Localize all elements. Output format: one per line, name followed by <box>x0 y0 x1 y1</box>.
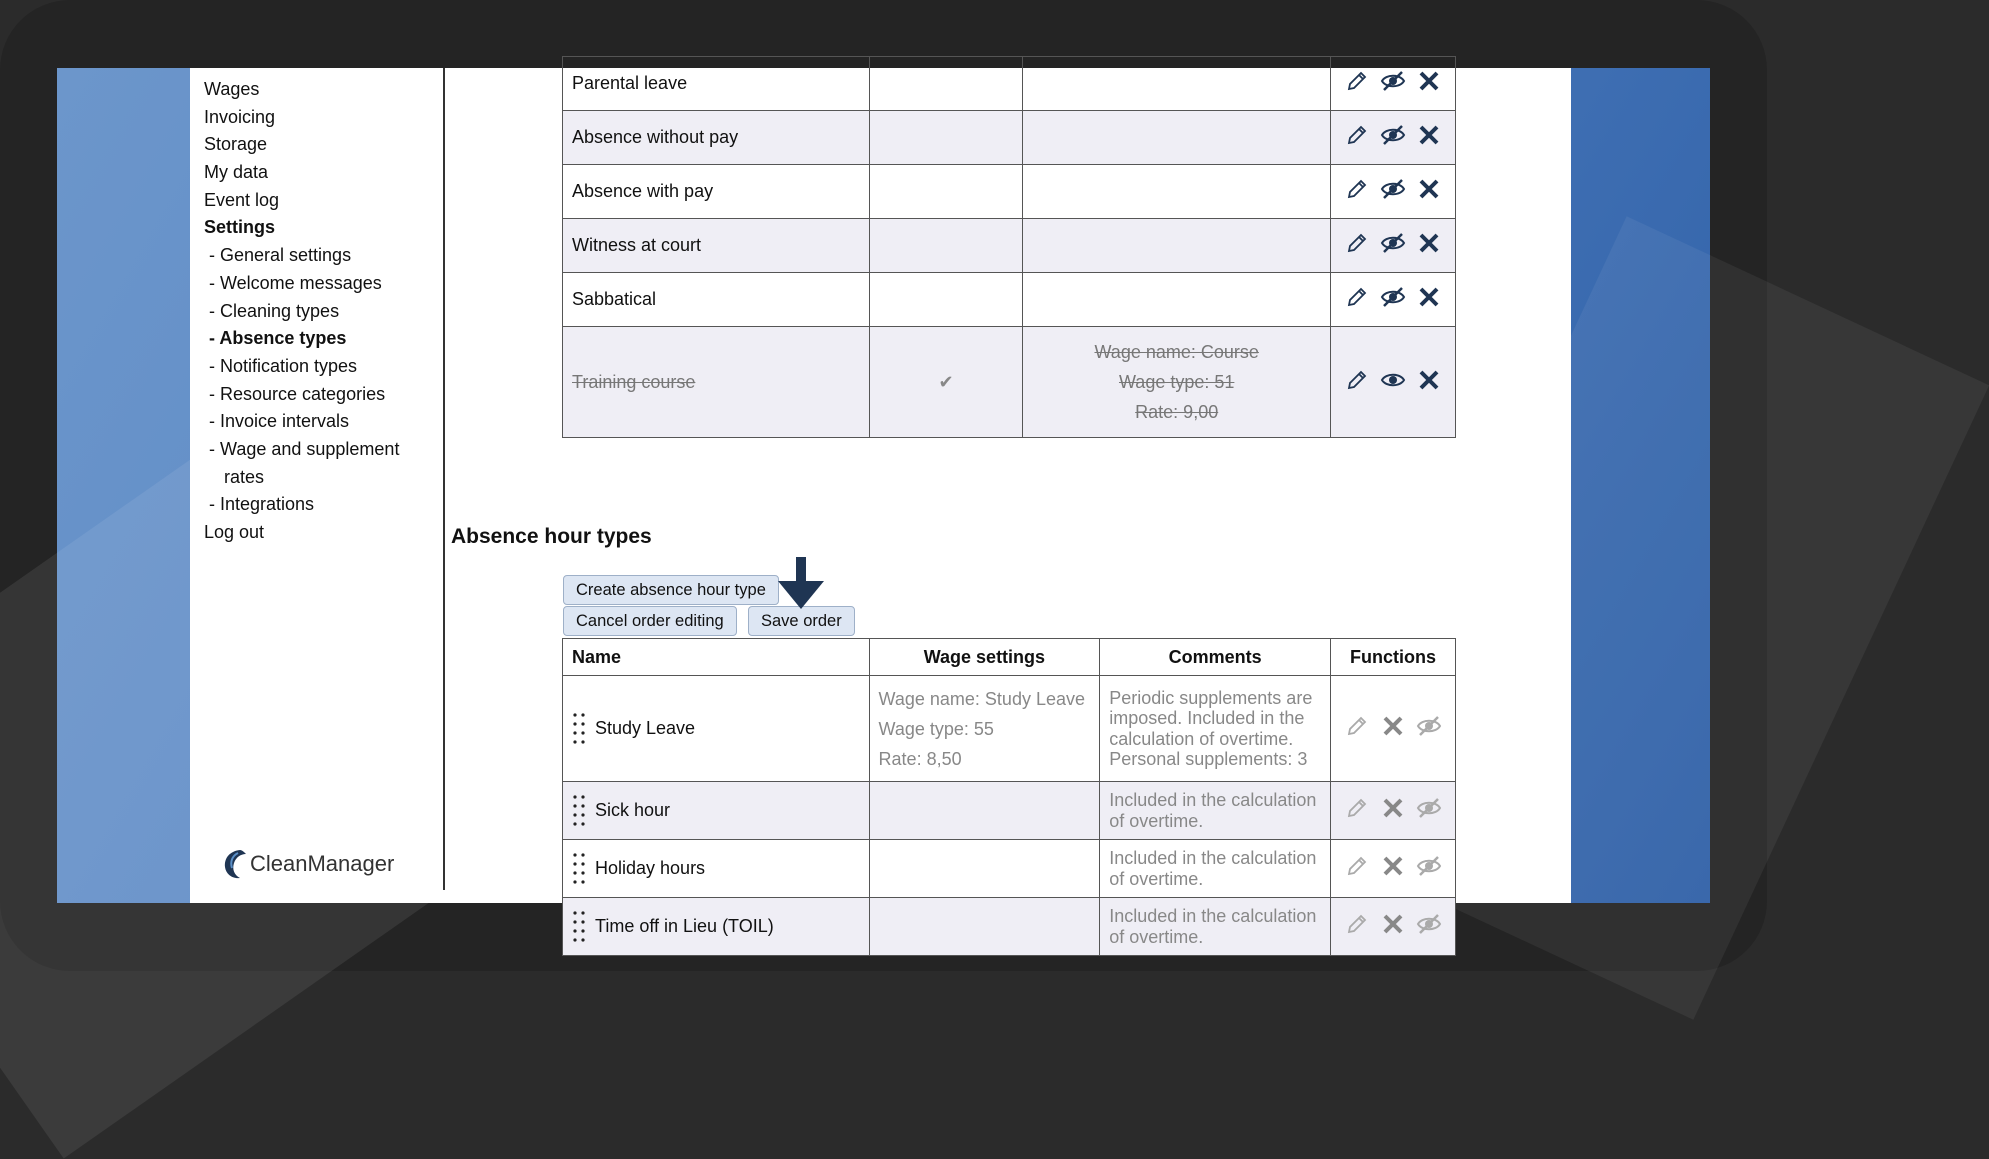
row-functions <box>1330 273 1455 327</box>
hour-type-name: Time off in Lieu (TOIL) <box>595 916 774 936</box>
drag-handle-icon[interactable] <box>572 712 586 746</box>
cleanmanager-logo <box>222 848 394 880</box>
table-row <box>563 111 1456 165</box>
sidebar-item-cleaning-types[interactable]: - Cleaning types <box>209 300 340 321</box>
show-icon[interactable] <box>1377 368 1408 397</box>
table-row <box>563 782 1456 840</box>
edit-icon[interactable] <box>1341 912 1372 941</box>
hide-icon[interactable] <box>1414 854 1445 883</box>
row-functions <box>1330 165 1455 219</box>
sidebar-item-wages[interactable]: Wages <box>204 79 260 99</box>
table-row <box>563 898 1456 956</box>
sidebar-item-resource-categories[interactable]: - Resource categories <box>209 383 386 404</box>
absence-name: Training course <box>563 327 870 438</box>
logo-bird-icon <box>222 848 248 880</box>
edit-icon[interactable] <box>1341 854 1372 883</box>
hide-icon[interactable] <box>1377 231 1408 260</box>
sidebar-item-event-log[interactable]: Event log <box>204 189 280 210</box>
wage-settings <box>1023 327 1331 438</box>
table-row <box>563 840 1456 898</box>
table-header-row <box>563 639 1456 676</box>
edit-icon[interactable] <box>1341 177 1372 206</box>
wage-rate: Rate: 9,00 <box>1135 402 1219 422</box>
sidebar-item-log-out[interactable]: Log out <box>204 522 265 542</box>
absence-name: Absence without pay <box>563 111 870 165</box>
edit-icon[interactable] <box>1341 796 1372 825</box>
wage-name: Wage name: Study Leave <box>878 688 1086 709</box>
hide-icon[interactable] <box>1414 714 1445 743</box>
delete-icon[interactable] <box>1414 70 1445 97</box>
wage-settings <box>869 840 1100 898</box>
delete-icon[interactable] <box>1377 913 1408 940</box>
sidebar <box>190 68 445 890</box>
sidebar-item-settings[interactable]: Settings <box>204 217 276 238</box>
name-cell <box>563 840 870 898</box>
create-absence-hour-type-button[interactable]: Create absence hour type <box>563 575 779 605</box>
sidebar-item-wage-rates-cont[interactable]: rates <box>224 466 265 487</box>
drag-handle-icon[interactable] <box>572 852 586 886</box>
delete-icon[interactable] <box>1377 715 1408 742</box>
edit-icon[interactable] <box>1341 231 1372 260</box>
edit-icon[interactable] <box>1341 285 1372 314</box>
sidebar-item-general-settings[interactable]: - General settings <box>209 245 352 266</box>
delete-icon[interactable] <box>1377 855 1408 882</box>
row-functions <box>1330 57 1455 111</box>
absence-name: Witness at court <box>563 219 870 273</box>
row-functions <box>1330 219 1455 273</box>
absence-name: Parental leave <box>563 57 870 111</box>
column-header-name: Name <box>563 639 870 676</box>
name-cell <box>563 898 870 956</box>
comments-cell: Included in the calculation of overtime. <box>1100 782 1331 840</box>
sidebar-item-invoicing[interactable]: Invoicing <box>204 106 276 127</box>
absence-hour-types-table <box>562 638 1456 956</box>
hour-type-name: Holiday hours <box>595 858 706 878</box>
sidebar-nav <box>204 76 399 547</box>
comments-cell: Included in the calculation of overtime. <box>1100 840 1331 898</box>
table-row <box>563 219 1456 273</box>
column-header-comments: Comments <box>1100 639 1331 676</box>
table-row <box>563 57 1456 111</box>
delete-icon[interactable] <box>1377 797 1408 824</box>
absence-name: Absence with pay <box>563 165 870 219</box>
table-row <box>563 165 1456 219</box>
section-title-absence-hour-types: Absence hour types <box>451 525 652 548</box>
comments-cell: Included in the calculation of overtime. <box>1100 898 1331 956</box>
hour-type-name: Study Leave <box>595 718 696 738</box>
hide-icon[interactable] <box>1377 69 1408 98</box>
wage-type: Wage type: 55 <box>878 718 994 739</box>
row-functions <box>1330 840 1455 898</box>
column-header-functions: Functions <box>1330 639 1455 676</box>
arrow-down-icon <box>776 557 826 611</box>
sidebar-item-integrations[interactable]: - Integrations <box>209 494 315 515</box>
absence-name: Sabbatical <box>563 273 870 327</box>
delete-icon[interactable] <box>1414 124 1445 151</box>
wage-settings <box>869 782 1100 840</box>
row-functions <box>1330 327 1455 438</box>
delete-icon[interactable] <box>1414 232 1445 259</box>
sidebar-item-storage[interactable]: Storage <box>204 134 268 155</box>
edit-icon[interactable] <box>1341 714 1372 743</box>
app-page <box>190 68 1571 947</box>
row-functions <box>1330 676 1455 782</box>
check-icon: ✔ <box>869 327 1023 438</box>
save-order-button[interactable]: Save order <box>748 606 855 636</box>
edit-icon[interactable] <box>1341 368 1372 397</box>
cancel-order-editing-button[interactable]: Cancel order editing <box>563 606 737 636</box>
hide-icon[interactable] <box>1414 912 1445 941</box>
row-functions <box>1330 898 1455 956</box>
table-row-hidden <box>563 327 1456 438</box>
hide-icon[interactable] <box>1377 285 1408 314</box>
hour-type-name: Sick hour <box>595 800 671 820</box>
hide-icon[interactable] <box>1377 123 1408 152</box>
wage-name: Wage name: Course <box>1094 342 1259 362</box>
sidebar-item-wage-rates[interactable]: - Wage and supplement <box>209 438 400 459</box>
name-cell <box>563 782 870 840</box>
edit-icon[interactable] <box>1341 69 1372 98</box>
drag-handle-icon[interactable] <box>572 910 586 944</box>
wage-settings <box>869 676 1100 782</box>
wage-type: Wage type: 51 <box>1118 372 1235 392</box>
delete-icon[interactable] <box>1414 369 1445 396</box>
row-functions <box>1330 111 1455 165</box>
delete-icon[interactable] <box>1414 286 1445 313</box>
sidebar-item-invoice-intervals[interactable]: - Invoice intervals <box>209 411 350 432</box>
name-cell <box>563 676 870 782</box>
drag-handle-icon[interactable] <box>572 794 586 828</box>
table-row <box>563 273 1456 327</box>
sidebar-item-absence-types[interactable]: - Absence types <box>209 328 347 349</box>
delete-icon[interactable] <box>1414 178 1445 205</box>
logo-text: CleanManager <box>250 851 395 876</box>
sidebar-item-welcome-messages[interactable]: - Welcome messages <box>209 272 382 293</box>
comments-cell: Periodic supplements are imposed. Included in the calculation of overtime. Personal supplements: 3 <box>1100 676 1331 782</box>
sidebar-item-notification-types[interactable]: - Notification types <box>209 355 358 376</box>
edit-icon[interactable] <box>1341 123 1372 152</box>
sidebar-item-my-data[interactable]: My data <box>204 162 269 183</box>
column-header-wage: Wage settings <box>869 639 1100 676</box>
wage-settings <box>869 898 1100 956</box>
wage-rate: Rate: 8,50 <box>878 748 962 769</box>
hide-icon[interactable] <box>1377 177 1408 206</box>
absence-types-table <box>562 56 1456 438</box>
row-functions <box>1330 782 1455 840</box>
table-row <box>563 676 1456 782</box>
hide-icon[interactable] <box>1414 796 1445 825</box>
